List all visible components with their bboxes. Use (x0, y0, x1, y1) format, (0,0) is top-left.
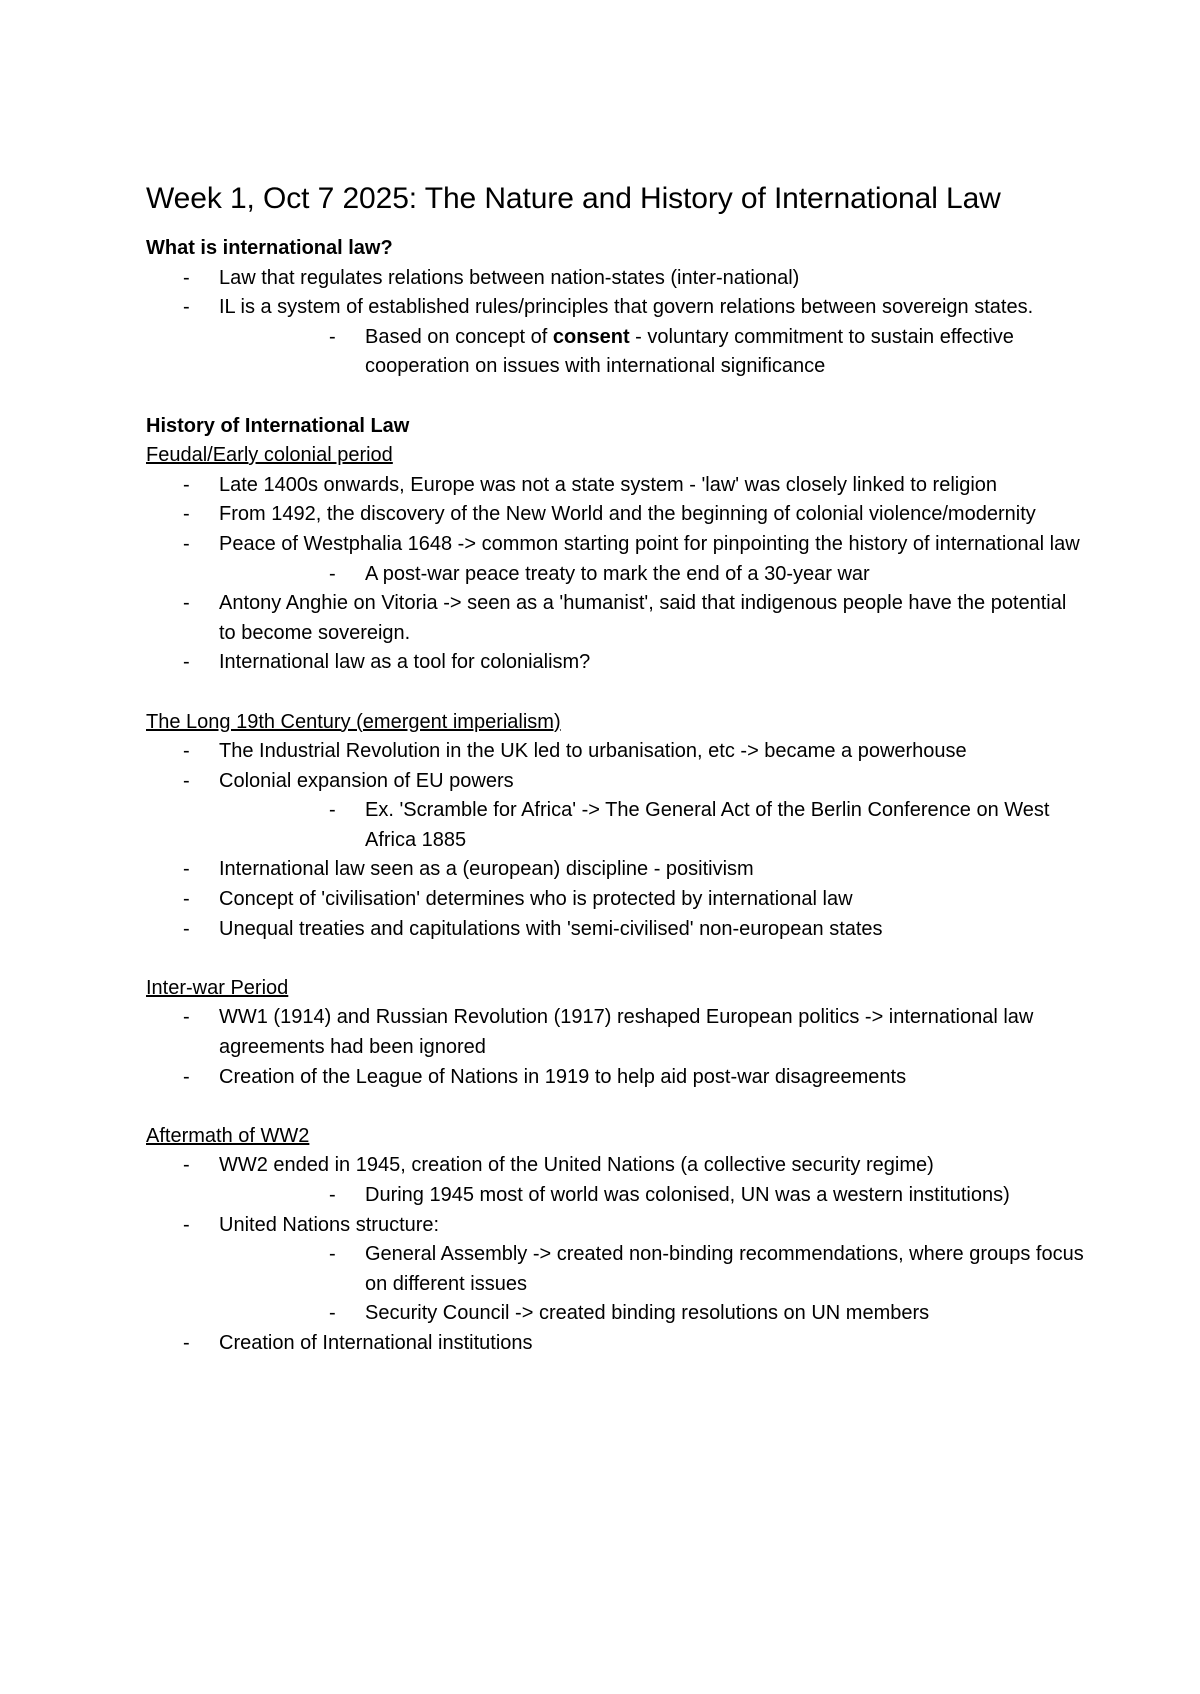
bullet-list (146, 1003, 1086, 1092)
spacer (146, 944, 1086, 974)
bullet-dash: - (183, 473, 190, 496)
spacer (146, 678, 1086, 708)
bullet-dash: - (183, 592, 190, 615)
list-item (219, 1181, 1086, 1211)
bullet-dash: - (183, 1331, 190, 1354)
list-item (219, 560, 1086, 590)
list-item (146, 1063, 1086, 1093)
list-item (146, 1329, 1086, 1359)
bullet-dash: - (183, 1154, 190, 1177)
document-title: Week 1, Oct 7 2025: The Nature and History of International Law (146, 182, 1001, 215)
list-item-text: Law that regulates relations between nation-states (inter-national) (219, 266, 800, 289)
bullet-dash: - (183, 917, 190, 940)
bullet-dash: - (183, 296, 190, 319)
nested-bullet-list (219, 323, 1086, 382)
list-item-text: Security Council -> created binding resolutions on UN members (365, 1302, 930, 1325)
bullet-dash: - (183, 1006, 190, 1029)
subheading-feudal: Feudal/Early colonial period (146, 444, 393, 467)
list-item (146, 1003, 1086, 1062)
list-item (146, 293, 1086, 382)
section-heading-what-is-il: What is international law? (146, 237, 393, 259)
bullet-dash: - (183, 266, 190, 289)
list-item-text: Creation of the League of Nations in 1919 to help aid post-war disagreements (219, 1065, 907, 1088)
bullet-dash: - (183, 769, 190, 792)
list-item-text: Peace of Westphalia 1648 -> common starting point for pinpointing the history of international law (219, 532, 1080, 555)
bullet-dash: - (329, 325, 336, 348)
list-item-text: IL is a system of established rules/principles that govern relations between sovereign states. (219, 296, 1034, 319)
list-item (146, 1211, 1086, 1329)
list-item (146, 264, 1086, 294)
bullet-dash: - (329, 1243, 336, 1266)
list-item (146, 648, 1086, 678)
list-item-text: Creation of International institutions (219, 1331, 533, 1354)
bullet-dash: - (329, 562, 336, 585)
nested-bullet-list (219, 1181, 1086, 1211)
subheading-inter-war: Inter-war Period (146, 976, 289, 999)
bullet-dash: - (183, 888, 190, 911)
list-item (219, 796, 1086, 855)
bold-term-consent: consent (552, 325, 630, 348)
list-item-text: WW1 (1914) and Russian Revolution (1917) reshaped European politics -> international law agreements had been ignored (219, 1006, 1034, 1059)
section-heading-history: History of International Law (146, 414, 410, 437)
bullet-dash: - (183, 651, 190, 674)
bullet-list (146, 1151, 1086, 1358)
list-item-text: International law as a tool for colonialism? (219, 651, 591, 674)
list-item (219, 1240, 1086, 1299)
list-item-text: Ex. 'Scramble for Africa' -> The General Act of the Berlin Conference on West Africa 1885 (365, 799, 1050, 851)
list-item (146, 471, 1086, 501)
list-item (146, 589, 1086, 648)
subheading-aftermath-ww2: Aftermath of WW2 (146, 1124, 310, 1147)
bullet-dash: - (183, 858, 190, 881)
bullet-dash: - (329, 1302, 336, 1325)
list-item-text: United Nations structure: (219, 1213, 440, 1236)
list-item-text-post: - voluntary commitment to sustain effective cooperation on issues with international significance (365, 325, 1014, 378)
list-item (146, 885, 1086, 915)
spacer (146, 382, 1086, 412)
list-item-text-pre: Based on concept of (365, 325, 553, 348)
bullet-list (146, 264, 1086, 382)
spacer (146, 1092, 1086, 1122)
list-item-text: Colonial expansion of EU powers (219, 769, 514, 792)
subheading-long-19th-century: The Long 19th Century (emergent imperialism) (146, 710, 561, 733)
list-item-text: From 1492, the discovery of the New World and the beginning of colonial violence/modernity (219, 503, 1036, 526)
list-item (219, 323, 1086, 382)
list-item (146, 1151, 1086, 1210)
list-item-text: The Industrial Revolution in the UK led to urbanisation, etc -> became a powerhouse (219, 740, 967, 763)
bullet-dash: - (183, 503, 190, 526)
list-item-text: Unequal treaties and capitulations with 'semi-civilised' non-european states (219, 917, 883, 940)
bullet-dash: - (183, 532, 190, 555)
list-item (146, 855, 1086, 885)
nested-bullet-list (219, 796, 1086, 855)
nested-bullet-list (219, 1240, 1086, 1329)
list-item-text: Antony Anghie on Vitoria -> seen as a 'humanist', said that indigenous people have the potential to become sovereign. (219, 592, 1067, 644)
list-item (146, 530, 1086, 589)
list-item-text: WW2 ended in 1945, creation of the United Nations (a collective security regime) (219, 1154, 934, 1177)
list-item-text: Late 1400s onwards, Europe was not a state system - 'law' was closely linked to religion (219, 473, 998, 496)
list-item-text: International law seen as a (european) discipline - positivism (219, 858, 754, 881)
bullet-dash: - (183, 740, 190, 763)
bullet-dash: - (183, 1065, 190, 1088)
bullet-list (146, 737, 1086, 944)
document-body (146, 176, 1086, 1359)
list-item (146, 915, 1086, 945)
list-item (146, 737, 1086, 767)
bullet-dash: - (183, 1213, 190, 1236)
list-item (146, 767, 1086, 856)
list-item (219, 1299, 1086, 1329)
bullet-list (146, 471, 1086, 678)
list-item-text: During 1945 most of world was colonised, UN was a western institutions) (365, 1184, 1010, 1206)
list-item-text: General Assembly -> created non-binding recommendations, where groups focus on different issues (365, 1243, 1084, 1295)
bullet-dash: - (329, 1184, 336, 1206)
bullet-dash: - (329, 799, 336, 822)
list-item (146, 500, 1086, 530)
list-item-text: Concept of 'civilisation' determines who is protected by international law (219, 888, 853, 911)
nested-bullet-list (219, 560, 1086, 590)
list-item-text: A post-war peace treaty to mark the end of a 30-year war (365, 562, 870, 585)
